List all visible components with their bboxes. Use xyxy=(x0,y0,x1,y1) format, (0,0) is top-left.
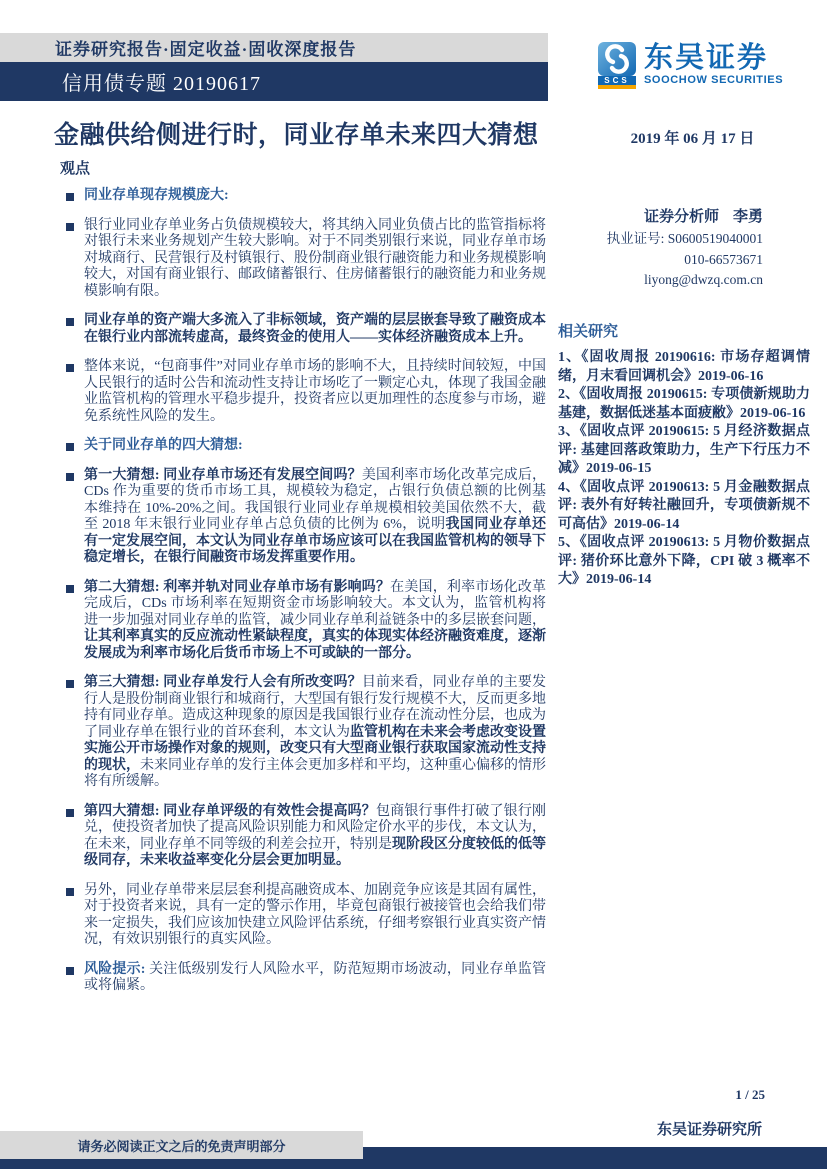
report-category-text: 证券研究报告·固定收益·固收深度报告 xyxy=(55,40,357,59)
brand-name-cn: 东吴证券 xyxy=(644,42,769,74)
viewpoint-bullet xyxy=(60,438,546,455)
viewpoint-text: 整体来说，“包商事件”对同业存单市场的影响不大，且持续时间较短，中国人民银行的适时公告和流动性支持让市场吃了一颗定心丸，体现了我国金融业监管机构的管理水平稳步提升，投资者应以更加理性的态度参与市场，避免系统性风险的发生。 xyxy=(84,359,546,424)
viewpoint-bullet xyxy=(60,188,546,205)
logo-wordmark xyxy=(644,42,783,86)
viewpoint-bullet xyxy=(60,359,546,425)
report-title: 金融供给侧进行时，同业存单未来四大猜想 xyxy=(54,122,539,149)
viewpoints-list xyxy=(60,188,546,995)
analyst-phone: 010-66573671 xyxy=(684,251,763,267)
report-date: 2019 年 06 月 17 日 xyxy=(630,131,755,147)
square-bullet-icon xyxy=(66,473,74,481)
square-bullet-icon xyxy=(66,193,74,201)
viewpoint-text: 同业存单的资产端大多流入了非标领域，资产端的层层嵌套导致了融资成本在银行业内部流转虚高，最终资金的使用人——实体经济融资成本上升。 xyxy=(84,313,546,345)
related-research-section xyxy=(558,320,810,590)
related-research-item: 3、《固收点评 20190615: 5 月经济数据点评: 基建回落政策助力，生产下行压力不减》2019-06-15 xyxy=(558,424,810,476)
viewpoint-bullet xyxy=(60,804,546,870)
square-bullet-icon xyxy=(66,809,74,817)
analyst-email[interactable]: liyong@dwzq.com.cn xyxy=(644,272,763,287)
viewpoint-text: 同业存单现存规模庞大: xyxy=(84,188,229,203)
square-bullet-icon xyxy=(66,364,74,372)
viewpoint-text: 第二大猜想: 利率并轨对同业存单市场有影响吗？在美国，利率市场化改革完成后，CDs 市场利率在短期资金市场影响较大。本文认为，监管机构将进一步加强对同业存单的监管，减少同业存单利益链条中的多层嵌套问题，让其利率真实的反应流动性紧缺程度，真实的体现实体经济融资难度，逐渐发展成为利率市场化后货币市场上不可或缺的一部分。 xyxy=(84,579,546,661)
square-bullet-icon xyxy=(66,967,74,975)
analyst-license-line xyxy=(553,229,763,250)
viewpoint-bullet xyxy=(60,675,546,791)
chain-s-icon xyxy=(598,42,636,76)
analyst-name-line xyxy=(553,205,763,229)
related-research-list xyxy=(558,349,810,590)
viewpoint-text: 另外，同业存单带来层层套利提高融资成本、加剧竞争应该是其固有属性，对于投资者来说，具有一定的警示作用，毕竟包商银行被接管也会给我们带来一定损失，我们应该加快建立风险评估系统，仔细考察银行业真实资产情况，有效识别银行的真实风险。 xyxy=(84,882,546,947)
related-research-item: 4、《固收点评 20190613: 5 月金融数据点评: 表外有好转社融回升，专项债新规不可高估》2019-06-14 xyxy=(558,479,810,532)
related-research-item: 5、《固收点评 20190613: 5 月物价数据点评: 猪价环比意外下降，CPI 破 3 概率不大》2019-06-14 xyxy=(558,535,810,587)
square-bullet-icon xyxy=(66,318,74,326)
square-bullet-icon xyxy=(66,680,74,688)
logo-orange-bar xyxy=(598,85,636,89)
square-bullet-icon xyxy=(66,223,74,231)
viewpoints-heading: 观点 xyxy=(60,161,91,177)
square-bullet-icon xyxy=(66,888,74,896)
soochow-logo-icon xyxy=(598,42,636,89)
viewpoint-bullet xyxy=(60,313,546,346)
page-number: 1 / 25 xyxy=(735,1087,765,1102)
logo-scs-text: SCS xyxy=(598,76,636,85)
viewpoint-text: 风险提示: 关注低级别发行人风险水平，防范短期市场波动，同业存单监管或将偏紧。 xyxy=(84,961,546,993)
related-research-heading: 相关研究 xyxy=(558,324,619,340)
report-series-text: 信用债专题 20190617 xyxy=(62,73,261,95)
analyst-name: 李勇 xyxy=(732,209,763,225)
viewpoint-bullet xyxy=(60,218,546,301)
soochow-logo xyxy=(598,42,783,89)
viewpoint-bullet xyxy=(60,468,546,567)
viewpoint-text: 关于同业存单的四大猜想: xyxy=(84,438,243,453)
viewpoint-bullet xyxy=(60,580,546,663)
viewpoint-bullet xyxy=(60,962,546,995)
analyst-license-number: S0600519040001 xyxy=(667,231,763,246)
analyst-license-label: 执业证号: xyxy=(606,231,665,246)
viewpoint-bullet xyxy=(60,883,546,949)
square-bullet-icon xyxy=(66,443,74,451)
analyst-role: 证券分析师 xyxy=(643,209,719,225)
analyst-block xyxy=(553,205,763,291)
brand-name-en: SOOCHOW SECURITIES xyxy=(644,74,784,86)
viewpoint-text: 第一大猜想: 同业存单市场还有发展空间吗？美国利率市场化改革完成后，CDs 作为重要的货币市场工具，规模较为稳定，占银行负债总额的比例基本维持在 10%-20%之间。我国银行业同业存单规模相较美国依然不大，截至 2018 年末银行业同业存单占总负债的比例为 6%，说明我国同业存单还有一定发展空间，本文认为同业存单市场应该可以在我国监管机构的领导下稳定增长，在银行间融资市场发挥重要作用。 xyxy=(84,467,546,565)
report-series-banner xyxy=(0,62,548,101)
report-category-bar xyxy=(0,33,548,62)
viewpoint-text: 银行业同业存单业务占负债规模较大，将其纳入同业负债占比的监管指标将对银行未来业务规划产生较大影响。对于不同类别银行来说，同业存单市场对城商行、民营银行及村镇银行、股份制商业银行融资能力和业务规模影响较大，对国有商业银行、邮政储蓄银行、住房储蓄银行的融资能力和业务规模影响有限。 xyxy=(84,217,546,299)
related-research-item: 1、《固收周报 20190616: 市场存超调情绪，月末看回调机会》2019-06-16 xyxy=(558,350,810,384)
disclaimer-note: 请务必阅读正文之后的免责声明部分 xyxy=(0,1131,363,1159)
viewpoint-text: 第三大猜想: 同业存单发行人会有所改变吗？目前来看，同业存单的主要发行人是股份制商业银行和城商行，大型国有银行发行规模不大，反而更多地持有同业存单。造成这种现象的原因是我国银行业存在流动性分层，也成为了同业存单在银行业的首环套利，本文认为监管机构在未来会考虑改变设置实施公开市场操作对象的规则，改变只有大型商业银行获取国家流动性支持的现状，未来同业存单的发行主体会更加多样和平均，这种重心偏移的情形将有所缓解。 xyxy=(84,675,546,789)
viewpoint-text: 第四大猜想: 同业存单评级的有效性会提高吗？包商银行事件打破了银行刚兑，使投资者加快了提高风险识别能力和风险定价水平的步伐，本文认为，在未来，同业存单不同等级的利差会拉开，特别是现阶段区分度较低的低等级同存，未来收益率变化分层会更加明显。 xyxy=(84,803,547,868)
research-institute: 东吴证券研究所 xyxy=(656,1122,762,1138)
viewpoints-section xyxy=(60,157,546,1008)
related-research-item: 2、《固收周报 20190615: 专项债新规助力基建，数据低迷基本面疲敝》2019-06-16 xyxy=(558,387,810,421)
square-bullet-icon xyxy=(66,585,74,593)
